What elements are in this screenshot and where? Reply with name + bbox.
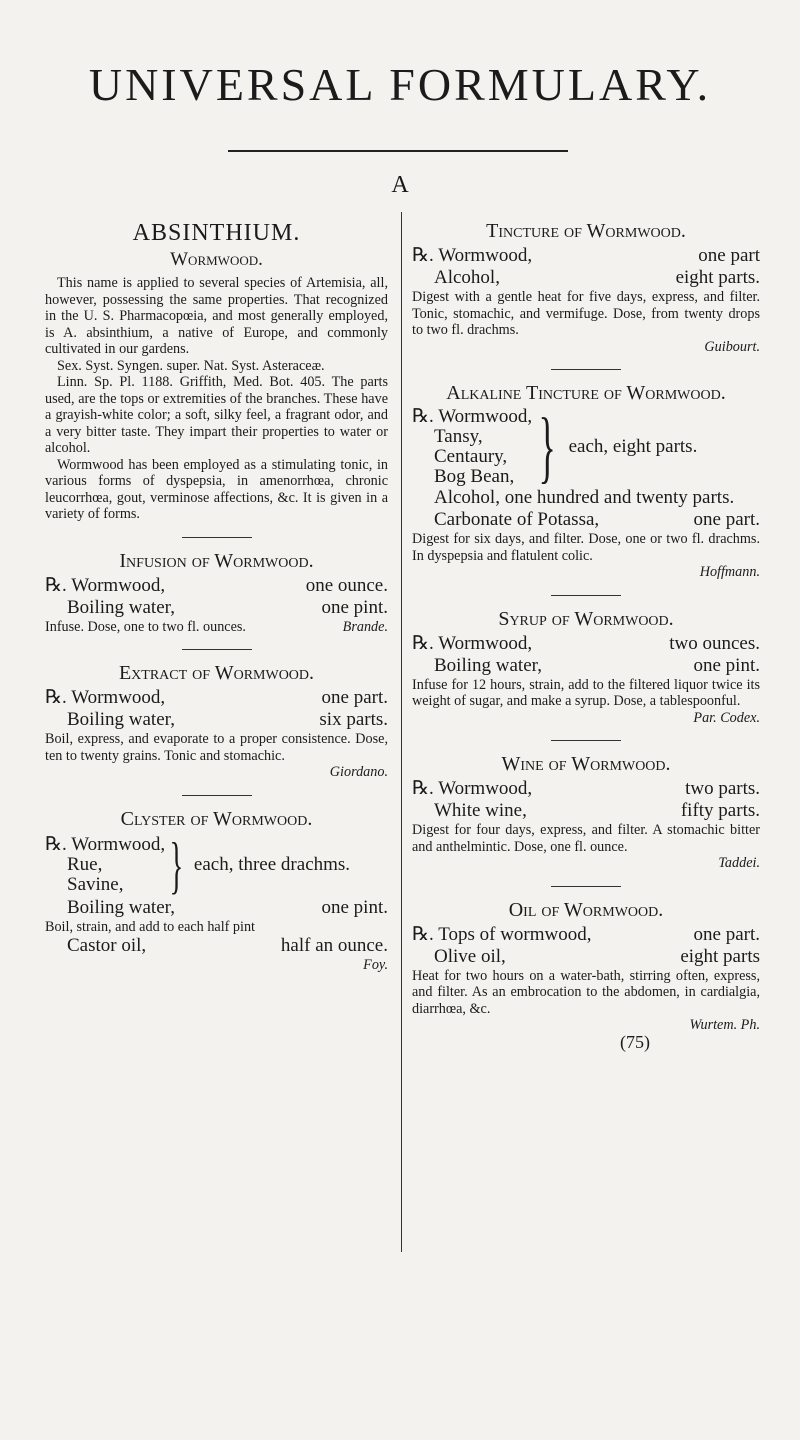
recipe-line: ℞. Tops of wormwood, one part. <box>412 923 760 945</box>
absinthium-paragraph-4: Wormwood has been employed as a stimulating tonic, in various forms of dyspepsia, in amenorrhœa, chronic leucorrhœa, gout, verminose affections, &c. It is given in a variety of forms. <box>45 456 388 522</box>
separator <box>182 649 252 650</box>
separator <box>551 886 621 887</box>
recipe-line: Carbonate of Potassa, one part. <box>434 509 760 530</box>
separator <box>551 595 621 596</box>
title-rule <box>228 150 568 152</box>
syrup-author: Par. Codex. <box>693 709 760 726</box>
recipe-line: Boiling water, six parts. <box>67 709 388 730</box>
infusion-heading: Infusion of Wormwood. <box>119 549 314 572</box>
recipe-line: Boiling water, one pint. <box>434 654 760 676</box>
tincture-author: Guibourt. <box>704 338 760 355</box>
recipe-line: Boiling water, one pint. <box>67 896 388 918</box>
section-letter: A <box>391 172 409 198</box>
absinthium-heading: ABSINTHIUM. <box>132 220 301 246</box>
absinthium-paragraph-3: Linn. Sp. Pl. 1188. Griffith, Med. Bot. 405. The parts used, are the tops or extremities of the branches. These have a grayish-white color; a soft, silky feel, a fragrant odor, and a very bitter taste. They impart their properties to water or alcohol. <box>45 374 388 456</box>
alkaline-ingredients: ℞. Wormwood, Tansy, Centaury, Bog Bean, } each, eight parts. <box>412 403 698 491</box>
oil-heading: Oil of Wormwood. <box>508 898 664 921</box>
recipe-line: Boiling water, one pint. <box>67 596 388 618</box>
recipe-line: ℞. Wormwood, one ounce. <box>45 574 388 596</box>
recipe-line: White wine, fifty parts. <box>434 800 760 821</box>
recipe-line: ℞. Wormwood, one part <box>412 245 760 266</box>
absinthium-paragraph-1: This name is applied to several species of Artemisia, all, however, possessing the same properties. That recognized in the U. S. Pharmacopœia, and most generally employed, is A. absinthium, a native of Europe, and commonly cultivated in our gardens. <box>45 275 388 357</box>
recipe-line: Olive oil, eight parts <box>434 945 760 967</box>
page-title: UNIVERSAL FORMULARY. <box>88 59 712 110</box>
recipe-line: Alcohol, one hundred and twenty parts. <box>434 487 735 508</box>
clyster-author: Foy. <box>363 957 388 973</box>
wine-heading: Wine of Wormwood. <box>501 753 671 775</box>
syrup-heading: Syrup of Wormwood. <box>498 607 674 630</box>
clyster-note: Boil, strain, and add to each half pint <box>45 918 255 935</box>
separator <box>182 537 252 538</box>
oil-note: Heat for two hours on a water-bath, stirring often, express, and filter. As an embrocation to the abdomen, in cardialgia, diarrhœa, &c. <box>412 967 760 1017</box>
extract-note: Boil, express, and evaporate to a proper consistence. Dose, ten to twenty grains. Tonic and stomachic. <box>45 731 388 764</box>
page-number: (75) <box>620 1031 650 1052</box>
clyster-ingredients: ℞. Wormwood, Rue, Savine, } each, three drachms. <box>45 828 351 900</box>
extract-heading: Extract of Wormwood. <box>118 662 315 684</box>
separator <box>182 795 252 796</box>
absinthium-subheading: Wormwood. <box>170 249 263 270</box>
recipe-line: ℞. Wormwood, two ounces. <box>412 632 760 654</box>
separator <box>551 369 621 370</box>
wine-author: Taddei. <box>718 855 760 871</box>
tincture-heading: Tincture of Wormwood. <box>486 220 686 242</box>
brace-icon: } <box>538 403 557 491</box>
infusion-note: Infuse. Dose, one to two fl. ounces. Brande. <box>45 618 388 635</box>
syrup-note: Infuse for 12 hours, strain, add to the filtered liquor twice its weight of sugar, and make a syrup. Dose, a tablespoonful. <box>412 676 760 709</box>
left-column <box>45 220 388 974</box>
alkaline-heading: Alkaline Tincture of Wormwood. <box>446 382 726 404</box>
separator <box>551 740 621 741</box>
alkaline-note: Digest for six days, and filter. Dose, one or two fl. drachms. In dyspepsia and flatulent colic. <box>412 531 760 564</box>
extract-author: Giordano. <box>329 764 388 780</box>
absinthium-paragraph-2: Sex. Syst. Syngen. super. Nat. Syst. Asteraceæ. <box>57 357 325 374</box>
tincture-note: Digest with a gentle heat for five days, express, and filter. Tonic, stomachic, and vermifuge. Dose, from twenty drops to two fl. drachms. <box>412 289 760 338</box>
recipe-line: ℞. Wormwood, one part. <box>45 687 388 708</box>
brace-icon: } <box>169 828 184 900</box>
column-divider <box>401 212 402 1252</box>
recipe-line: Castor oil, half an ounce. <box>67 935 388 956</box>
recipe-line: Alcohol, eight parts. <box>434 267 760 288</box>
right-column <box>412 220 760 1050</box>
wine-note: Digest for four days, express, and filter. A stomachic bitter and anthelmintic. Dose, one fl. ounce. <box>412 822 760 855</box>
oil-author: Wurtem. Ph. <box>689 1017 760 1033</box>
clyster-heading: Clyster of Wormwood. <box>120 807 313 830</box>
alkaline-author: Hoffmann. <box>699 564 760 580</box>
recipe-line: ℞. Wormwood, two parts. <box>412 778 760 799</box>
